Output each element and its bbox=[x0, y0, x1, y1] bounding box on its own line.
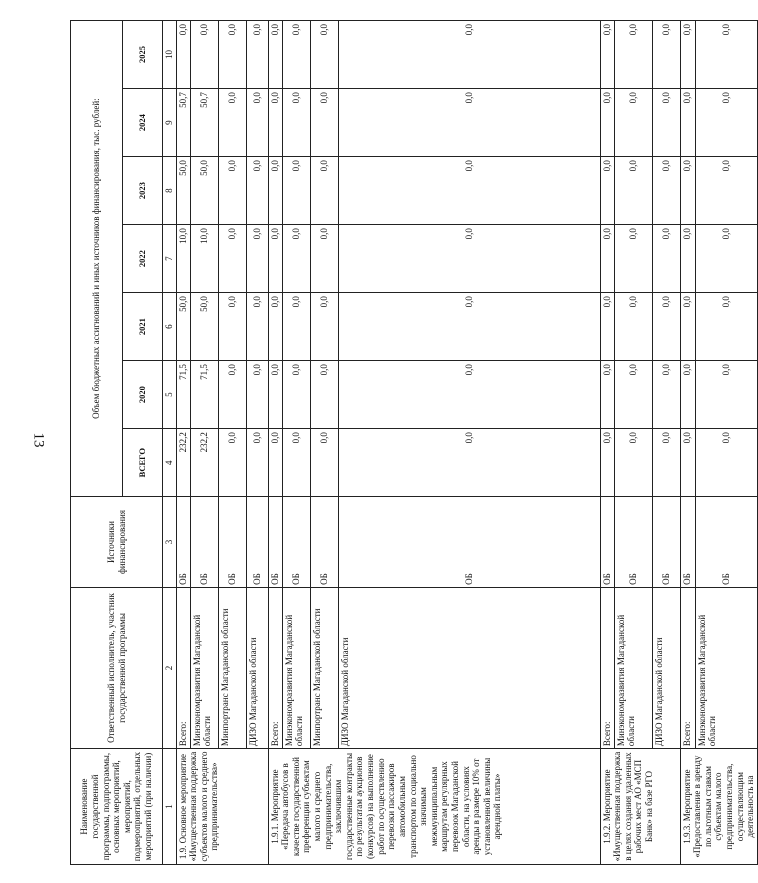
table-row bbox=[218, 21, 246, 865]
source-cell: ОБ bbox=[338, 497, 600, 588]
total-value-cell: 232,2 bbox=[190, 429, 218, 497]
year-value-cell: 0,0 bbox=[338, 157, 600, 225]
responsible-cell: Всего: bbox=[176, 587, 190, 748]
header-row-1 bbox=[71, 21, 123, 865]
responsible-cell: Всего: bbox=[680, 587, 695, 748]
responsible-cell: ДИЗО Магаданской области bbox=[246, 587, 268, 748]
year-value-cell: 0,0 bbox=[268, 89, 282, 157]
total-value-cell: 0,0 bbox=[338, 429, 600, 497]
year-value-cell: 0,0 bbox=[268, 157, 282, 225]
year-value-cell: 0,0 bbox=[600, 157, 614, 225]
year-value-cell: 0,0 bbox=[614, 157, 652, 225]
table-row bbox=[268, 21, 282, 865]
source-cell: ОБ bbox=[310, 497, 338, 588]
index-cell: 1 bbox=[163, 749, 177, 865]
table-body bbox=[176, 21, 757, 865]
year-value-cell: 0,0 bbox=[338, 361, 600, 429]
year-value-cell: 0,0 bbox=[614, 361, 652, 429]
year-value-cell: 0,0 bbox=[282, 21, 310, 89]
responsible-cell: ДИЗО Магаданской области bbox=[652, 587, 680, 748]
year-value-cell: 0,0 bbox=[246, 21, 268, 89]
year-value-cell: 0,0 bbox=[652, 21, 680, 89]
table-row bbox=[246, 21, 268, 865]
responsible-cell: ДИЗО Магаданской области bbox=[338, 587, 600, 748]
year-value-cell: 0,0 bbox=[680, 225, 695, 293]
year-value-cell: 0,0 bbox=[652, 89, 680, 157]
year-value-cell: 0,0 bbox=[695, 293, 757, 361]
rotated-table-container bbox=[70, 20, 756, 865]
index-cell: 3 bbox=[163, 497, 177, 588]
source-cell: ОБ bbox=[218, 497, 246, 588]
year-value-cell: 0,0 bbox=[680, 157, 695, 225]
year-value-cell: 0,0 bbox=[338, 89, 600, 157]
year-value-cell: 0,0 bbox=[614, 89, 652, 157]
activity-name-cell: 1.9.2. Мероприятие «Имущественная поддержка в целях создания удаленных рабочих мест АО «МСП Банк» на базе РГО bbox=[600, 749, 680, 865]
year-value-cell: 0,0 bbox=[600, 225, 614, 293]
total-value-cell: 0,0 bbox=[246, 429, 268, 497]
year-value-cell: 0,0 bbox=[310, 293, 338, 361]
responsible-cell: Всего: bbox=[268, 587, 282, 748]
year-value-cell: 0,0 bbox=[282, 157, 310, 225]
total-value-cell: 0,0 bbox=[695, 429, 757, 497]
responsible-cell: Минэкономразвития Магаданской области bbox=[695, 587, 757, 748]
year-value-cell: 0,0 bbox=[246, 157, 268, 225]
source-cell: ОБ bbox=[282, 497, 310, 588]
year-value-cell: 0,0 bbox=[246, 293, 268, 361]
index-cell: 10 bbox=[163, 21, 177, 89]
table-row bbox=[282, 21, 310, 865]
index-row bbox=[163, 21, 177, 865]
table-row bbox=[614, 21, 652, 865]
table-row bbox=[310, 21, 338, 865]
year-value-cell: 0,0 bbox=[310, 89, 338, 157]
year-value-cell: 0,0 bbox=[600, 89, 614, 157]
year-value-cell: 0,0 bbox=[268, 293, 282, 361]
year-value-cell: 0,0 bbox=[680, 21, 695, 89]
year-value-cell: 0,0 bbox=[218, 293, 246, 361]
year-value-cell: 50,0 bbox=[190, 293, 218, 361]
year-value-cell: 0,0 bbox=[680, 89, 695, 157]
year-value-cell: 0,0 bbox=[218, 89, 246, 157]
source-cell: ОБ bbox=[190, 497, 218, 588]
header-responsible: Ответственный исполнитель, участник государственной программы bbox=[71, 587, 163, 748]
year-value-cell: 0,0 bbox=[282, 225, 310, 293]
year-value-cell: 50,7 bbox=[190, 89, 218, 157]
responsible-cell: Всего: bbox=[600, 587, 614, 748]
year-value-cell: 0,0 bbox=[282, 293, 310, 361]
year-value-cell: 0,0 bbox=[614, 225, 652, 293]
total-value-cell: 0,0 bbox=[218, 429, 246, 497]
total-value-cell: 0,0 bbox=[310, 429, 338, 497]
table-row bbox=[338, 21, 600, 865]
year-value-cell: 0,0 bbox=[246, 361, 268, 429]
year-value-cell: 0,0 bbox=[600, 293, 614, 361]
source-cell: ОБ bbox=[176, 497, 190, 588]
table-row bbox=[695, 21, 757, 865]
year-value-cell: 50,0 bbox=[190, 157, 218, 225]
year-value-cell: 0,0 bbox=[338, 293, 600, 361]
year-value-cell: 0,0 bbox=[652, 361, 680, 429]
table-row bbox=[600, 21, 614, 865]
index-cell: 6 bbox=[163, 293, 177, 361]
year-value-cell: 50,7 bbox=[176, 89, 190, 157]
header-funding: Объем бюджетных ассигнований и иных источников финансирования, тыс. рублей: bbox=[71, 21, 123, 497]
year-value-cell: 0,0 bbox=[652, 293, 680, 361]
page-number: 13 bbox=[30, 432, 47, 448]
header-year: 2023 bbox=[123, 157, 163, 225]
header-source: Источники финансирования bbox=[71, 497, 163, 588]
year-value-cell: 0,0 bbox=[282, 361, 310, 429]
header-year: 2024 bbox=[123, 89, 163, 157]
header-year: 2020 bbox=[123, 361, 163, 429]
year-value-cell: 0,0 bbox=[268, 361, 282, 429]
responsible-cell: Минэкономразвития Магаданской области bbox=[190, 587, 218, 748]
year-value-cell: 0,0 bbox=[695, 21, 757, 89]
year-value-cell: 0,0 bbox=[218, 225, 246, 293]
source-cell: ОБ bbox=[695, 497, 757, 588]
header-year: 2021 bbox=[123, 293, 163, 361]
year-value-cell: 0,0 bbox=[218, 21, 246, 89]
total-value-cell: 0,0 bbox=[614, 429, 652, 497]
year-value-cell: 0,0 bbox=[246, 89, 268, 157]
activity-name-cell: 1.9.3. Мероприятие «Предоставление в аренду по льготным ставкам субъектам малого предпринимательства, осуществляющим деятельность на bbox=[680, 749, 757, 865]
year-value-cell: 0,0 bbox=[600, 361, 614, 429]
header-year: 2025 bbox=[123, 21, 163, 89]
index-cell: 8 bbox=[163, 157, 177, 225]
responsible-cell: Минпортранс Магаданской области bbox=[310, 587, 338, 748]
year-value-cell: 0,0 bbox=[310, 225, 338, 293]
responsible-cell: Минэкономразвития Магаданской области bbox=[282, 587, 310, 748]
index-cell: 2 bbox=[163, 587, 177, 748]
year-value-cell: 0,0 bbox=[600, 21, 614, 89]
table-row bbox=[680, 21, 695, 865]
year-value-cell: 0,0 bbox=[614, 21, 652, 89]
year-value-cell: 0,0 bbox=[680, 361, 695, 429]
year-value-cell: 0,0 bbox=[310, 361, 338, 429]
header-total: ВСЕГО bbox=[123, 429, 163, 497]
year-value-cell: 0,0 bbox=[695, 225, 757, 293]
index-cell: 5 bbox=[163, 361, 177, 429]
responsible-cell: Минэкономразвития Магаданской области bbox=[614, 587, 652, 748]
table-row bbox=[176, 21, 190, 865]
responsible-cell: Минпортранс Магаданской области bbox=[218, 587, 246, 748]
year-value-cell: 0,0 bbox=[695, 89, 757, 157]
year-value-cell: 0,0 bbox=[695, 361, 757, 429]
activity-name-cell: 1.9. Основное мероприятие «Имущественная поддержка субъектов малого и среднего предпринимательства» bbox=[176, 749, 268, 865]
total-value-cell: 0,0 bbox=[268, 429, 282, 497]
total-value-cell: 232,2 bbox=[176, 429, 190, 497]
index-cell: 7 bbox=[163, 225, 177, 293]
year-value-cell: 0,0 bbox=[310, 157, 338, 225]
header-name: Наименование государственной программы, подпрограммы, основных мероприятий, мероприятий, подмероприятий, отдельных мероприятий (при наличии) bbox=[71, 749, 163, 865]
funding-table bbox=[70, 20, 758, 865]
year-value-cell: 0,0 bbox=[695, 157, 757, 225]
index-cell: 4 bbox=[163, 429, 177, 497]
year-value-cell: 0,0 bbox=[176, 21, 190, 89]
year-value-cell: 50,0 bbox=[176, 293, 190, 361]
total-value-cell: 0,0 bbox=[600, 429, 614, 497]
year-value-cell: 0,0 bbox=[680, 293, 695, 361]
year-value-cell: 0,0 bbox=[338, 21, 600, 89]
year-value-cell: 10,0 bbox=[176, 225, 190, 293]
year-value-cell: 71,5 bbox=[176, 361, 190, 429]
total-value-cell: 0,0 bbox=[282, 429, 310, 497]
year-value-cell: 0,0 bbox=[338, 225, 600, 293]
source-cell: ОБ bbox=[614, 497, 652, 588]
header-year: 2022 bbox=[123, 225, 163, 293]
table-row bbox=[190, 21, 218, 865]
year-value-cell: 0,0 bbox=[282, 89, 310, 157]
table-row bbox=[652, 21, 680, 865]
year-value-cell: 10,0 bbox=[190, 225, 218, 293]
source-cell: ОБ bbox=[246, 497, 268, 588]
year-value-cell: 0,0 bbox=[652, 157, 680, 225]
year-value-cell: 0,0 bbox=[218, 157, 246, 225]
year-value-cell: 0,0 bbox=[614, 293, 652, 361]
year-value-cell: 0,0 bbox=[652, 225, 680, 293]
year-value-cell: 0,0 bbox=[218, 361, 246, 429]
year-value-cell: 0,0 bbox=[310, 21, 338, 89]
source-cell: ОБ bbox=[600, 497, 614, 588]
year-value-cell: 0,0 bbox=[268, 21, 282, 89]
year-value-cell: 71,5 bbox=[190, 361, 218, 429]
total-value-cell: 0,0 bbox=[652, 429, 680, 497]
year-value-cell: 0,0 bbox=[246, 225, 268, 293]
total-value-cell: 0,0 bbox=[680, 429, 695, 497]
source-cell: ОБ bbox=[680, 497, 695, 588]
year-value-cell: 0,0 bbox=[190, 21, 218, 89]
year-value-cell: 0,0 bbox=[268, 225, 282, 293]
source-cell: ОБ bbox=[268, 497, 282, 588]
year-value-cell: 50,0 bbox=[176, 157, 190, 225]
index-cell: 9 bbox=[163, 89, 177, 157]
activity-name-cell: 1.9.1. Мероприятие «Передача автобусов в качестве государственной преференции субъектам малого и среднего предпринимательства, заключившим государственные контракты по результатам аукционов (конкурсов) на выполнение работ по осуществлению перевозки пассажиров автомобильным транспортом по социально значимым межмуниципальным маршрутам регулярных перевозок Магаданской области, на условиях аренды в размере 10% от установленной величины арендной платы» bbox=[268, 749, 600, 865]
source-cell: ОБ bbox=[652, 497, 680, 588]
